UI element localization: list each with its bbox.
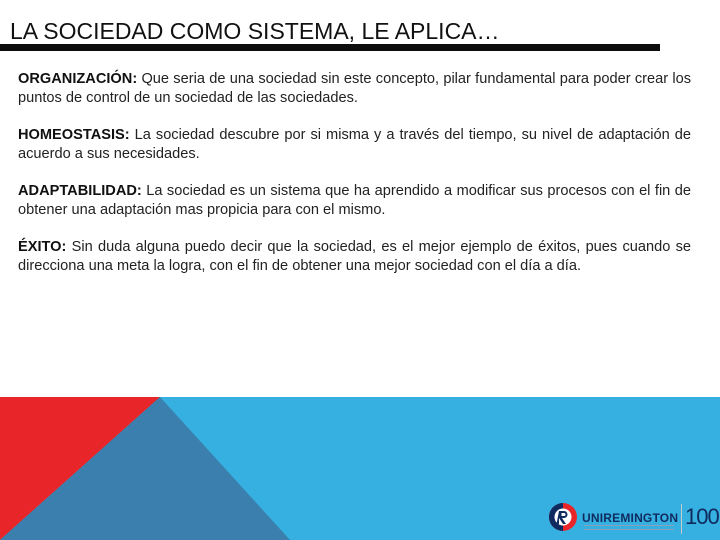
title-underline — [0, 44, 660, 51]
logo-divider — [681, 504, 682, 534]
paragraph-text: Sin duda alguna puedo decir que la sociedad, es el mejor ejemplo de éxitos, pues cuando se direcciona una meta la logra, con el fin de obtener una mejor sociedad con el día a día. — [18, 239, 691, 274]
uniremington-logo — [548, 500, 718, 538]
term-label: ADAPTABILIDAD: — [18, 183, 142, 199]
anniversary-mark: 100 — [685, 504, 719, 529]
paragraph-text: Que seria de una sociedad sin este concepto, pilar fundamental para poder crear los puntos de control de un sociedad de las sociedades. — [18, 71, 691, 106]
paragraph-exito — [18, 238, 691, 276]
slide-title: LA SOCIEDAD COMO SISTEMA, LE APLICA… — [10, 18, 500, 44]
logo-tagline-lines — [584, 525, 674, 527]
paragraph-homeostasis — [18, 126, 691, 164]
paragraph-organizacion — [18, 70, 691, 108]
paragraph-adaptabilidad — [18, 182, 691, 220]
uniremington-r-icon — [548, 502, 578, 532]
slide-body — [18, 70, 691, 294]
logo-wordmark: UNIREMINGTON — [582, 511, 679, 525]
paragraph-text: La sociedad descubre por si misma y a través del tiempo, su nivel de adaptación de acuerdo a sus necesidades. — [18, 127, 691, 162]
paragraph-text: La sociedad es un sistema que ha aprendido a modificar sus procesos con el fin de obtener una adaptación mas propicia para con el mismo. — [18, 183, 691, 218]
term-label: HOMEOSTASIS: — [18, 127, 130, 143]
term-label: ÉXITO: — [18, 239, 67, 255]
term-label: ORGANIZACIÓN: — [18, 71, 138, 87]
